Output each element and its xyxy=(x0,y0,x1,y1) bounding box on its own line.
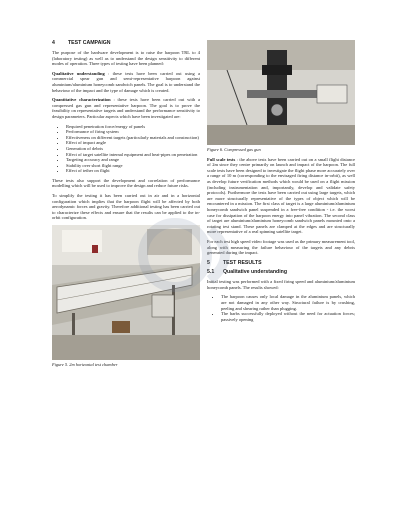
paragraph-lead: Qualitative understanding xyxy=(52,70,105,76)
section-title: TEST RESULTS xyxy=(223,259,262,266)
bullet-list xyxy=(52,124,200,174)
paragraph: These tests also support the development and correlation of performance modelling which will be used to improve the design and reduce future risks. xyxy=(52,177,200,189)
list-item: • Performance of firing system xyxy=(66,129,200,135)
watermark-logo xyxy=(130,210,250,300)
figure-caption: Figure 5. 2m horizontal test chamber xyxy=(52,362,118,368)
section-number: 5 xyxy=(207,259,210,266)
paragraph: To simplify the testing it has been carried out in air and in a horizontal configuration which implies that the harpoon flight will be affected by both aerodynamic forces and gravity. Therefore additional testing has been carried out to characterize these effects and ensure that the results can be applied to the in-orbit configuration. xyxy=(52,193,200,221)
paragraph-body: : these tests have been carried out using a commercial spear gun and semi-representative harpoon against aluminium/aluminium honeycomb sandwich panels. The goal is to understand the behaviour of the impact and the type of damage which is created. xyxy=(52,70,200,93)
list-item: • Required penetration force/energy of panels xyxy=(66,124,200,130)
left-column xyxy=(52,40,200,372)
paragraph-body: : the above tests have been carried out on a small flight distance of 2m since they centre primarily on launch and impact of the harpoon. The full scale tests have been designed to investigate the flight phase more accurately over a range of 10 m (corresponding to the envisaged firing distance in-orbit), as well as develop future verification methods which would be used on a flight mission (including instrumentation and, importantly, develop and validate safety protocols). Furthermore the tests have been carried out using large targets, which are more structurally representative of the types of object which will be encountered in a mission. The first class of target is a large aluminium/aluminium honeycomb sandwich panel suspended in a free-free condition - i.e. the worst case for dissipation of the harpoon energy into panel vibration. The second class of target are aluminium/aluminium honeycomb sandwich panels mounted onto a rotating test stand. These panels are clamped at the edges and are structurally more representative of a real spinning satellite target. xyxy=(207,156,356,235)
list-item: • Generation of debris xyxy=(66,146,200,152)
section-heading xyxy=(52,40,200,46)
figure-caption: Figure 6. Compressed gas gun xyxy=(207,147,261,152)
list-item: • The barbs successfully deployed without the need for actuation forces; passively opening xyxy=(221,311,355,322)
list-item: • Effectiveness on different targets (particularly materials and construction) xyxy=(66,135,200,141)
section-number: 4 xyxy=(52,40,55,46)
section-title: TEST CAMPAIGN xyxy=(68,40,111,46)
paragraph-body: : these tests have been carried out with a compressed gas gun and representative harpoon. The goal is to prove the feasibility on representative targets and understand the performance sensitivity to design parameters. Particular aspects which have been investigated are: xyxy=(52,97,200,119)
list-item: • Effect of target satellite internal equipment and heat-pipes on penetration xyxy=(66,152,200,158)
figure-gas-gun-photo xyxy=(207,40,355,145)
paragraph xyxy=(52,71,200,93)
list-item: • Targeting accuracy and range xyxy=(66,157,200,163)
subsection-number: 5.1 xyxy=(207,268,215,275)
subsection-title: Qualitative understanding xyxy=(223,268,287,275)
paragraph: For each test high speed video footage was used as the primary measurement tool, along with measuring the failure behaviour of the targets and any debris generated during the impact. xyxy=(207,238,355,256)
paragraph: The purpose of the hardware development is to raise the harpoon TRL to 4 (laboratory testing) as well as to understand the design sensitivity to different modes of operation. Three types of testing have been planned: xyxy=(52,50,200,67)
paragraph: Initial testing was performed with a fixed firing speed and aluminium/aluminium honeycomb panels. The results showed: xyxy=(207,279,355,290)
gas-gun-image xyxy=(207,40,355,145)
list-item: • Effect of tether on flight xyxy=(66,168,200,174)
list-item: • Effect of impact angle xyxy=(66,140,200,146)
paragraph-lead: Quantitative characterization xyxy=(52,97,111,103)
paragraph-lead: Full scale tests xyxy=(207,156,236,162)
paragraph xyxy=(52,97,200,119)
list-item: • The harpoon causes only local damage in the aluminium panels, which are not damaged in any other way. Structural failure is by crushing, peeling and shearing rather than plugging. xyxy=(221,294,355,311)
list-item: • Stability over short flight range xyxy=(66,163,200,169)
